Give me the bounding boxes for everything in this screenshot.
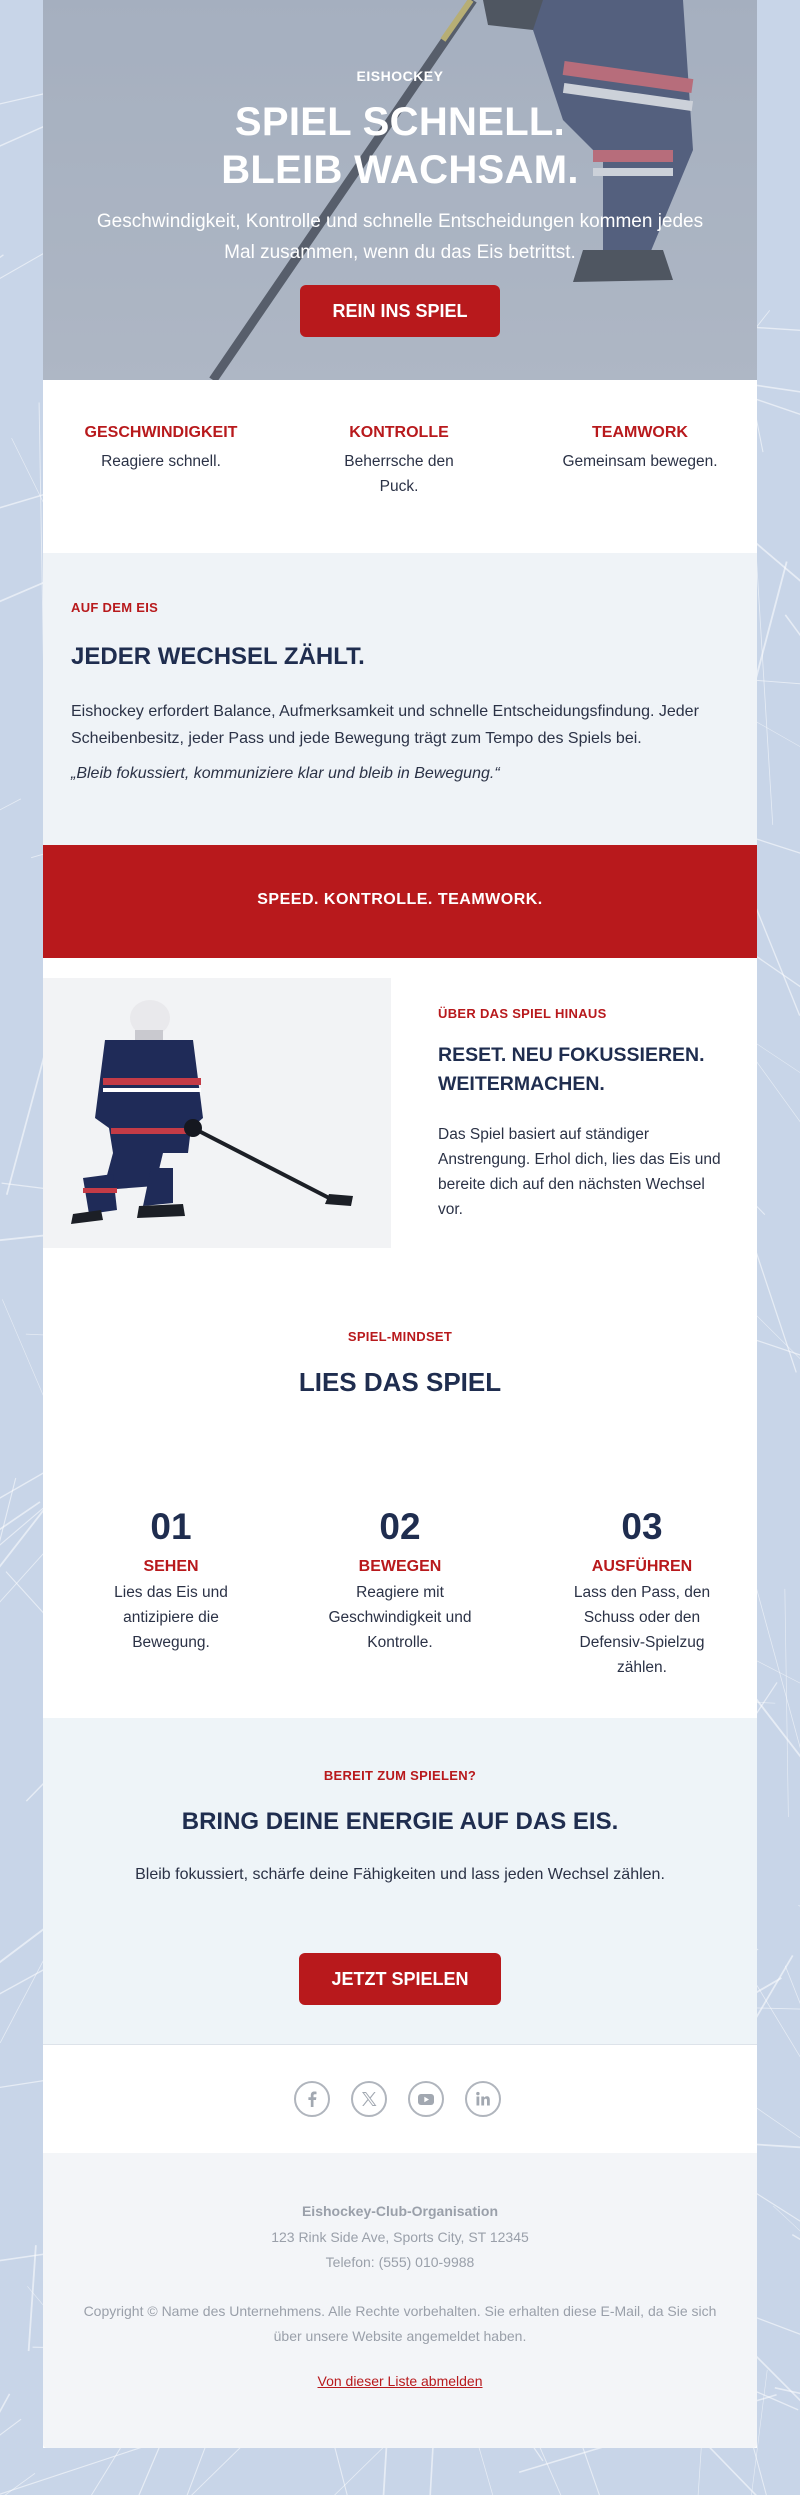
feature-desc: Reagiere schnell.: [101, 453, 221, 470]
section-heading: JEDER WECHSEL ZÄHLT.: [71, 643, 365, 670]
feature-title: GESCHWINDIGKEIT: [84, 424, 238, 441]
feature-title: KONTROLLE: [349, 424, 449, 441]
hero-eyebrow: EISHOCKEY: [356, 68, 444, 84]
step-desc: Reagiere mit Geschwindigkeit und Kontrolle.: [328, 1584, 472, 1651]
step-desc: Lass den Pass, den Schuss oder den Defensiv-Spielzug zählen.: [573, 1584, 711, 1676]
section-quote: „Bleib fokussiert, kommuniziere klar und bleib in Bewegung.“: [71, 765, 500, 782]
step-number: 03: [621, 1506, 663, 1547]
youtube-icon[interactable]: [408, 2081, 444, 2117]
tagline-text: SPEED. KONTROLLE. TEAMWORK.: [257, 891, 543, 908]
email-container: [43, 0, 757, 2448]
section-heading: RESET. NEU FOKUSSIEREN. WEITERMACHEN.: [438, 1044, 705, 1095]
footer-org-name: Eishockey-Club-Organisation: [301, 2203, 499, 2219]
footer-copyright: Copyright © Name des Unternehmens. Alle Rechte vorbehalten. Sie erhalten diese E-Mail, da Sie sich über unsere Website angemeldet haben.: [83, 2303, 717, 2344]
tagline-band: [43, 845, 757, 958]
kneeling-player-image: [43, 978, 391, 1248]
step-bewegen: [310, 1506, 490, 1655]
section-paragraph: Eishockey erfordert Balance, Aufmerksamkeit und schnelle Entscheidungsfindung. Jeder Scheibenbesitz, jeder Pass und jede Bewegung trägt zum Tempo des Spiels bei.: [71, 703, 699, 747]
feature-control: [299, 424, 499, 499]
feature-desc: Gemeinsam bewegen.: [562, 453, 718, 470]
facebook-icon[interactable]: [294, 2081, 330, 2117]
social-links: [43, 2044, 757, 2153]
jetzt-spielen-button[interactable]: JETZT SPIELEN: [299, 1953, 501, 2005]
section-heading: LIES DAS SPIEL: [298, 1367, 502, 1397]
step-sehen: [81, 1506, 261, 1655]
unsubscribe-link[interactable]: Von dieser Liste abmelden: [317, 2373, 483, 2389]
section-label: ÜBER DAS SPIEL HINAUS: [438, 1006, 607, 1021]
footer: [43, 2153, 757, 2448]
section-heading: BRING DEINE ENERGIE AUF DAS EIS.: [181, 1808, 619, 1835]
mindset-section: [43, 1266, 757, 1718]
step-desc: Lies das Eis und antizipiere die Bewegung.: [114, 1584, 228, 1651]
rein-ins-spiel-button[interactable]: REIN INS SPIEL: [300, 285, 500, 337]
hero-section: [43, 0, 757, 380]
step-ausfuehren: [552, 1506, 732, 1680]
feature-teamwork: [540, 424, 740, 474]
beyond-the-game-section: [43, 958, 757, 1266]
feature-desc: Beherrsche den Puck.: [344, 453, 454, 495]
on-ice-section: [43, 553, 757, 845]
step-number: 02: [379, 1506, 421, 1547]
section-label: AUF DEM EIS: [71, 600, 159, 615]
section-label: BEREIT ZUM SPIELEN?: [323, 1768, 477, 1783]
cta-section: [43, 1718, 757, 2044]
section-label: SPIEL-MINDSET: [347, 1329, 453, 1344]
feature-title: TEAMWORK: [592, 424, 688, 441]
hero-subtitle: Geschwindigkeit, Kontrolle und schnelle Entscheidungen kommen jedes Mal zusammen, wenn du das Eis betrittst.: [96, 211, 704, 263]
hero-title: [43, 98, 757, 194]
step-title: AUSFÜHREN: [591, 1558, 693, 1575]
step-title: BEWEGEN: [358, 1558, 442, 1575]
hero-title-line2: BLEIB WACHSAM.: [221, 148, 579, 192]
footer-phone: Telefon: (555) 010-9988: [325, 2254, 475, 2270]
step-title: SEHEN: [143, 1558, 199, 1575]
section-paragraph: Das Spiel basiert auf ständiger Anstrengung. Erhol dich, lies das Eis und bereite dich auf den nächsten Wechsel vor.: [438, 1126, 721, 1218]
hero-title-line1: SPIEL SCHNELL.: [234, 100, 566, 144]
footer-address: 123 Rink Side Ave, Sports City, ST 12345: [271, 2229, 529, 2245]
linkedin-icon[interactable]: [465, 2081, 501, 2117]
x-icon[interactable]: [351, 2081, 387, 2117]
feature-speed: [61, 424, 261, 474]
section-paragraph: Bleib fokussiert, schärfe deine Fähigkeiten und lass jeden Wechsel zählen.: [135, 1866, 665, 1883]
features-row: [43, 380, 757, 553]
step-number: 01: [150, 1506, 192, 1547]
